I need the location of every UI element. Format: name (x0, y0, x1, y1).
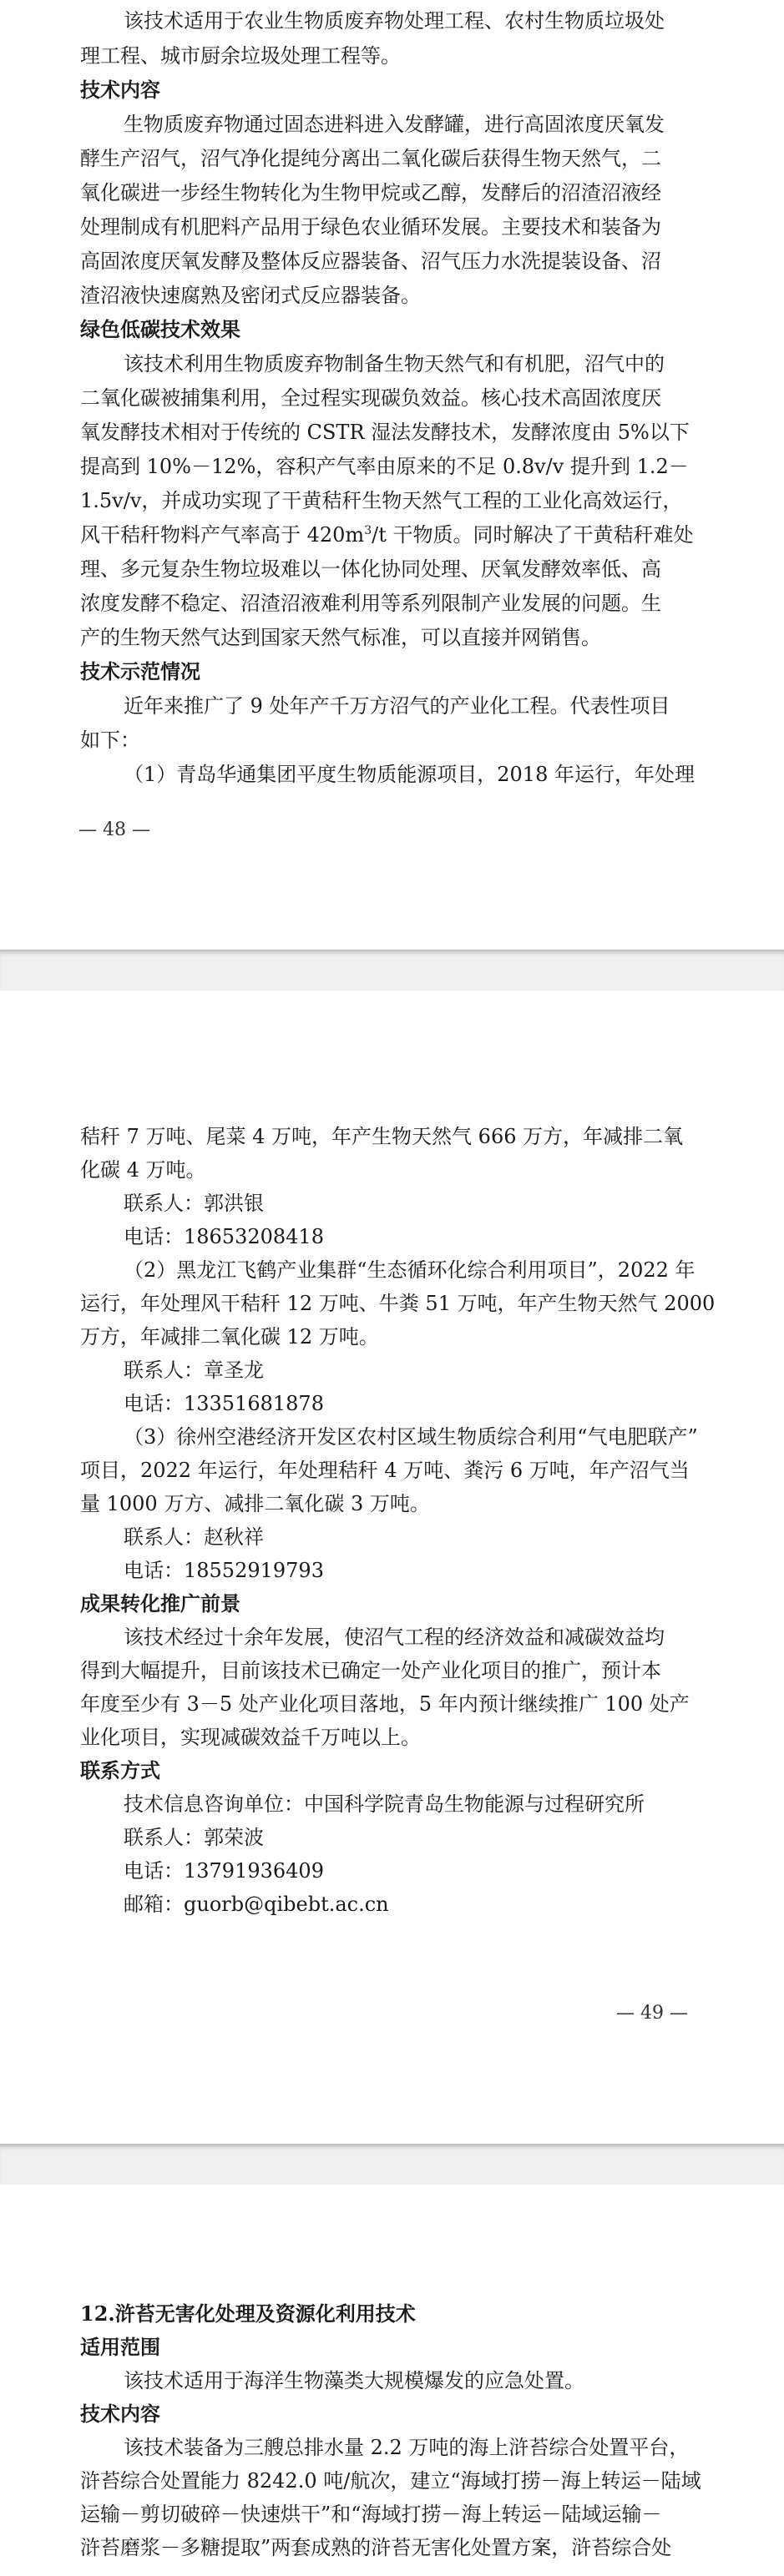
body-text-line: 化碳 4 万吨。 (80, 1158, 206, 1182)
section-heading-tech-content: 技术内容 (80, 2402, 160, 2426)
body-text-line: 1.5v/v，并成功实现了干黄秸秆生物天然气工程的工业化高效运行， (80, 489, 683, 512)
body-text-line: 项目，2022 年运行，年处理秸秆 4 万吨、粪污 6 万吨，年产沼气当 (80, 1459, 690, 1482)
body-text-line: 渣沼液快速腐熟及密闭式反应器装备。 (80, 284, 421, 307)
page-number: — 49 — (616, 2003, 688, 2024)
page-50 (0, 2185, 784, 2576)
body-text-line: 浒苔综合处置能力 8242.0 吨/航次，建立“海域打捞－海上转运－陆域 (80, 2469, 701, 2493)
body-text-line: 该技术经过十余年发展，使沼气工程的经济效益和减碳效益均 (124, 1626, 665, 1649)
section-heading-contact: 联系方式 (80, 1758, 160, 1782)
page-49 (0, 991, 784, 2144)
section-heading-green-effect: 绿色低碳技术效果 (80, 317, 240, 341)
contact-phone: 电话：13351681878 (124, 1392, 324, 1415)
body-text-line: 浓度发酵不稳定、沼渣沼液难利用等系列限制产业发展的问题。生 (80, 592, 661, 615)
body-text-line: 氧化碳进一步经生物转化为生物甲烷或乙醇，发酵后的沼渣沼液经 (80, 181, 661, 204)
body-text-line: 业化项目，实现减碳效益千万吨以上。 (80, 1726, 421, 1749)
contact-email: 邮箱：guorb@qibebt.ac.cn (124, 1893, 389, 1916)
body-text-line: 酵生产沼气，沼气净化提纯分离出二氧化碳后获得生物天然气，二 (80, 147, 661, 170)
body-text-line: 氧发酵技术相对于传统的 CSTR 湿法发酵技术，发酵浓度由 5%以下 (80, 421, 690, 444)
page-48 (0, 0, 784, 950)
body-text-line: （3）徐州空港经济开发区农村区域生物质综合利用“气电肥联产” (124, 1425, 698, 1449)
contact-phone: 电话：18653208418 (124, 1225, 324, 1248)
body-text-line: 量 1000 万方、减排二氧化碳 3 万吨。 (80, 1492, 430, 1515)
body-text-line: 得到大幅提升，目前该技术已确定一处产业化项目的推广，预计本 (80, 1659, 661, 1682)
body-text-line: 二氧化碳被捕集利用，全过程实现碳负效益。核心技术高固浓度厌 (80, 386, 661, 410)
contact-phone: 电话：13791936409 (124, 1859, 324, 1883)
section-heading-scope: 适用范围 (80, 2335, 160, 2359)
page-separator (0, 950, 784, 991)
contact-name: 联系人：郭洪银 (124, 1192, 264, 1215)
body-text-line-with-superscript (80, 522, 693, 547)
section-heading-demo: 技术示范情况 (80, 659, 200, 683)
body-text-line: 万方，年减排二氧化碳 12 万吨。 (80, 1325, 379, 1348)
body-text-line: 提高到 10%－12%，容积产气率由原来的不足 0.8v/v 提升到 1.2－ (80, 455, 689, 478)
contact-unit: 技术信息咨询单位：中国科学院青岛生物能源与过程研究所 (124, 1792, 645, 1816)
body-text-line: 高固浓度厌氧发酵及整体反应器装备、沼气压力水洗提装设备、沼 (80, 250, 661, 273)
section-heading-tech-content: 技术内容 (80, 78, 160, 102)
text-segment: /t 干物质。同时解决了干黄秸秆难处 (372, 523, 694, 547)
contact-phone: 电话：18552919793 (124, 1559, 324, 1582)
body-text-line: 秸秆 7 万吨、尾菜 4 万吨，年产生物天然气 666 万方，年减排二氧 (80, 1125, 684, 1148)
text-segment: 风干秸秆物料产气率高于 420m (80, 523, 365, 547)
body-text-line: 理、多元复杂生物垃圾难以一体化协同处理、厌氧发酵效率低、高 (80, 557, 661, 581)
body-text-line: 近年来推广了 9 处年产千万方沼气的产业化工程。代表性项目 (124, 694, 670, 718)
body-text-line: 处理制成有机肥料产品用于绿色农业循环发展。主要技术和装备为 (80, 215, 661, 239)
page-number: — 48 — (78, 819, 150, 840)
body-text-line: 运输－剪切破碎－快速烘干”和“海域打捞－海上转运－陆域运输－ (80, 2503, 662, 2526)
body-text-line: 如下： (80, 728, 140, 752)
section-heading-prospects: 成果转化推广前景 (80, 1591, 240, 1616)
body-text-line: 理工程、城市厨余垃圾处理工程等。 (80, 44, 401, 68)
body-text-line: 运行，年处理风干秸秆 12 万吨、牛粪 51 万吨，年产生物天然气 2000 (80, 1292, 716, 1315)
superscript: 3 (364, 524, 372, 537)
body-text-line: 年度至少有 3－5 处产业化项目落地，5 年内预计继续推广 100 处产 (80, 1692, 690, 1716)
body-text-line: 产的生物天然气达到国家天然气标准，可以直接并网销售。 (80, 626, 601, 649)
body-text-line: （2）黑龙江飞鹤产业集群“生态循环化综合利用项目”，2022 年 (124, 1258, 695, 1282)
contact-name: 联系人：郭荣波 (124, 1826, 264, 1849)
body-text-line: 浒苔磨浆－多糖提取”两套成熟的浒苔无害化处置方案，浒苔综合处 (80, 2536, 672, 2559)
contact-name: 联系人：章圣龙 (124, 1359, 264, 1382)
body-text-line: 该技术利用生物质废弃物制备生物天然气和有机肥，沼气中的 (124, 352, 665, 376)
section-title: 12.浒苔无害化处理及资源化利用技术 (80, 2301, 416, 2326)
body-text-line: 该技术适用于农业生物质废弃物处理工程、农村生物质垃圾处 (124, 9, 665, 33)
body-text-line: 该技术装备为三艘总排水量 2.2 万吨的海上浒苔综合处置平台， (124, 2436, 690, 2459)
body-text-line: 该技术适用于海洋生物藻类大规模爆发的应急处置。 (124, 2369, 584, 2392)
body-text-line: 生物质废弃物通过固态进料进入发酵罐，进行高固浓度厌氧发 (124, 113, 665, 136)
page-separator (0, 2144, 784, 2185)
body-text-line: （1）青岛华通集团平度生物质能源项目，2018 年运行，年处理 (124, 763, 695, 786)
contact-name: 联系人：赵秋祥 (124, 1525, 264, 1549)
